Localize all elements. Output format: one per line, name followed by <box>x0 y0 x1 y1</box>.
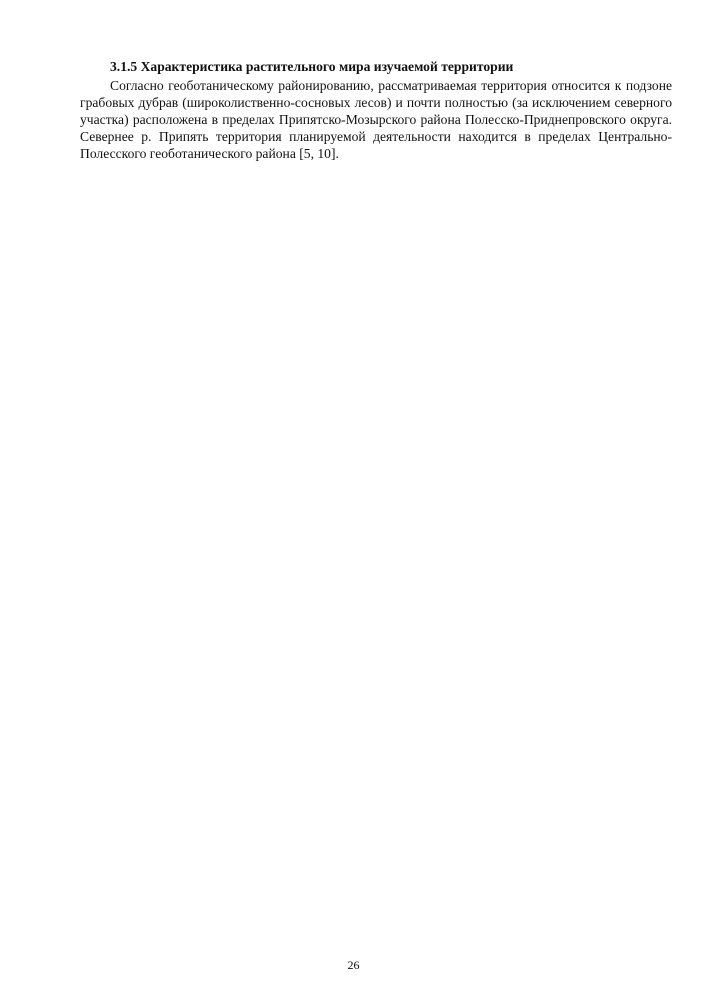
section-heading: 3.1.5 Характеристика растительного мира изучаемой территории <box>110 59 514 74</box>
page-number: 26 <box>347 958 360 972</box>
page-content <box>80 58 672 163</box>
paragraph-1: Согласно геоботаническому районированию, рассматриваемая территория относится к подзоне грабовых дубрав (широколиственно-сосновых лесов) и почти полностью (за исключением северного участка) расположена в пределах Припятско-Мозырского района Полесско-Приднепровского округа. Севернее р. Припять территория планируемой деятельности находится в пределах Центрально-Полесского геоботанического района [5, 10]. <box>80 78 672 162</box>
